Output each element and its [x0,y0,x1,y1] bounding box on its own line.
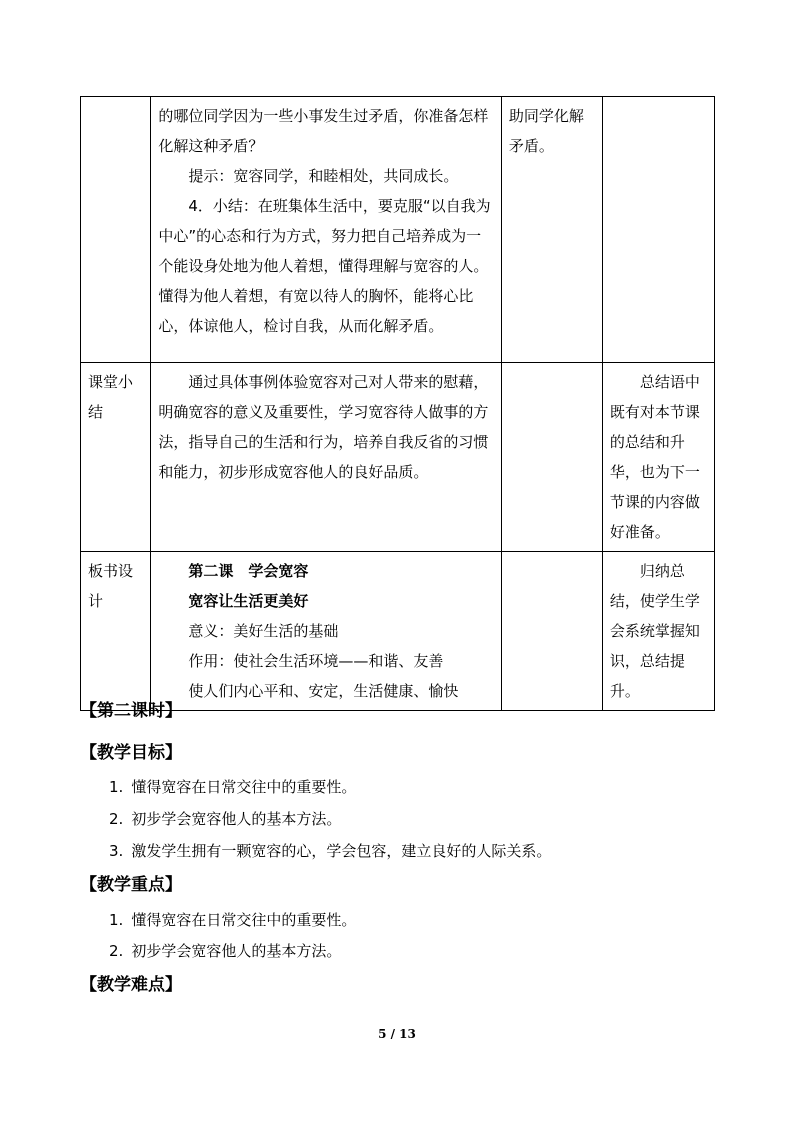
list-number: 2. [109,942,124,960]
row-label-cell: 板书设计 [81,552,151,711]
list-item [109,909,356,930]
list-text: 激发学生拥有一颗宽容的心，学会包容，建立良好的人际关系。 [131,842,552,860]
list-text: 初步学会宽容他人的基本方法。 [131,810,342,828]
list-number: 3. [109,842,124,860]
board-title: 第二课 学会宽容 [188,562,309,580]
student-activity-cell [501,552,602,711]
list-text: 懂得宽容在日常交往中的重要性。 [131,778,357,796]
section-heading-difficulty: 【教学难点】 [80,975,182,995]
section-heading-keypoints: 【教学重点】 [80,875,182,895]
note-paragraph: 总结语中既有对本节课的总结和升华，也为下一节课的内容做好准备。 [609,373,700,541]
student-activity-cell [501,363,602,552]
board-line: 作用：使社会生活环境——和谐、友善 [188,652,444,670]
list-text: 懂得宽容在日常交往中的重要性。 [131,911,357,929]
list-number: 1. [109,911,124,929]
content-paragraph: 提示：宽容同学，和睦相处，共同成长。 [188,167,459,185]
board-subtitle: 宽容让生活更美好 [188,592,309,610]
table-row [81,97,715,363]
content-paragraph: 的哪位同学因为一些小事发生过矛盾，你准备怎样化解这种矛盾？ [158,107,489,155]
page-number: 5 / 13 [378,1027,416,1041]
list-item [109,840,551,861]
board-line: 使人们内心平和、安定，生活健康、愉快 [188,682,459,700]
design-note-cell [602,363,714,552]
design-note-cell [602,97,714,363]
list-text: 初步学会宽容他人的基本方法。 [131,942,342,960]
table-row [81,552,715,711]
teaching-content-cell [151,363,502,552]
note-paragraph: 归纳总结，使学生学会系统掌握知识，总结提升。 [609,562,700,700]
content-paragraph: 4．小结：在班集体生活中，要克服“以自我为中心”的心态和行为方式，努力把自己培养成为一个能设身处地为他人着想，懂得理解与宽容的人。懂得为他人着想，有宽以待人的胸怀，能将心比心，体谅他人，检讨自我，从而化解矛盾。 [158,197,491,335]
row-label-cell [81,97,151,363]
content-paragraph: 通过具体事例体验宽容对己对人带来的慰藉，明确宽容的意义及重要性，学习宽容待人做事的方法，指导自己的生活和行为，培养自我反省的习惯和能力，初步形成宽容他人的良好品质。 [158,373,489,481]
list-item [109,776,356,797]
table-row [81,363,715,552]
teaching-content-cell [151,97,502,363]
section-heading-goals: 【教学目标】 [80,743,182,763]
row-label-cell: 课堂小结 [81,363,151,552]
blackboard-design-cell [151,552,502,711]
board-line: 意义：美好生活的基础 [188,622,339,640]
list-number: 1. [109,778,124,796]
design-note-cell [602,552,714,711]
lesson-plan-table [80,96,715,711]
section-heading-lesson2: 【第二课时】 [80,701,182,721]
list-item [109,808,341,829]
student-activity-cell: 助同学化解矛盾。 [501,97,602,363]
list-item [109,940,341,961]
list-number: 2. [109,810,124,828]
